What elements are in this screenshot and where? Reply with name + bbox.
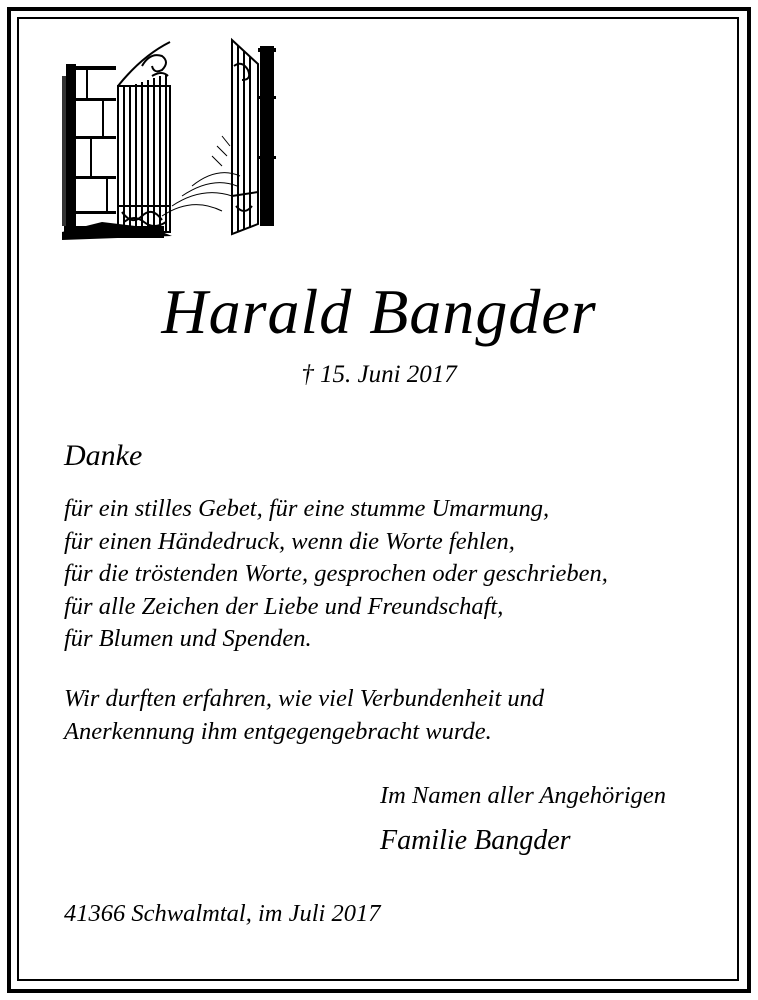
thanks-line: für ein stilles Gebet, für eine stumme Umarmung, (64, 495, 550, 522)
death-date: † 15. Juni 2017 (301, 361, 457, 388)
deceased-name: Harald Bangder (161, 276, 597, 347)
thanks-line: für einen Händedruck, wenn die Worte fehlen, (64, 527, 515, 555)
signature-intro: Im Namen aller Angehörigen (380, 782, 667, 809)
thanks-text (64, 493, 608, 656)
open-gate-icon (62, 36, 276, 240)
closing-line: Anerkennung ihm entgegengebracht wurde. (64, 717, 492, 745)
thanks-line: für Blumen und Spenden. (64, 625, 312, 652)
greeting-heading: Danke (64, 439, 143, 472)
closing-line: Wir durften erfahren, wie viel Verbundenheit und (64, 685, 545, 712)
closing-paragraph (64, 683, 544, 748)
thanks-line: für die tröstenden Worte, gesprochen oder geschrieben, (64, 560, 608, 587)
signature-family: Familie Bangder (380, 825, 571, 856)
place-date: 41366 Schwalmtal, im Juli 2017 (64, 900, 381, 927)
thanks-line: für alle Zeichen der Liebe und Freundschaft, (64, 592, 504, 620)
